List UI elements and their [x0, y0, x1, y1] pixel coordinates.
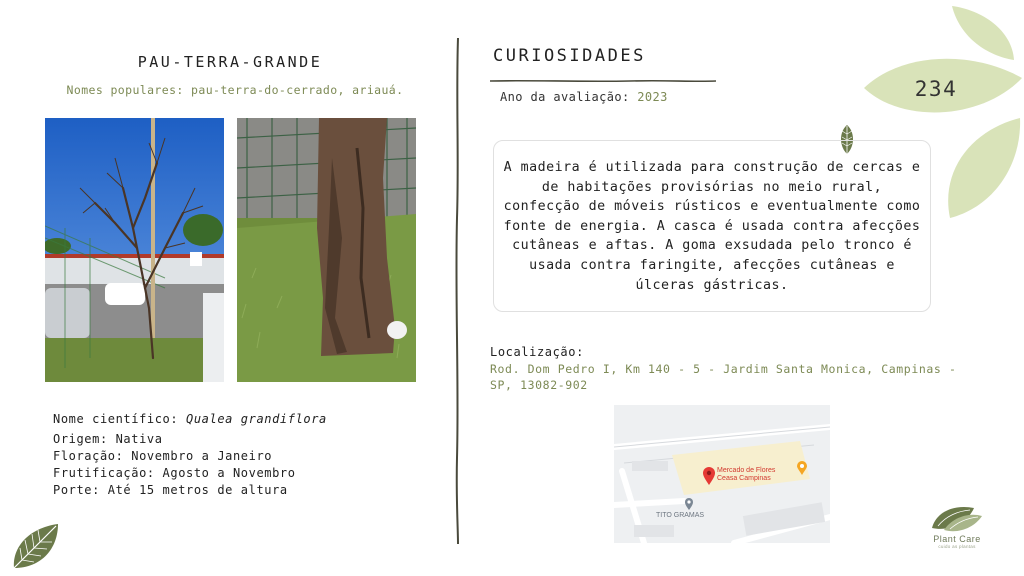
- curiosities-title: CURIOSIDADES: [493, 46, 646, 66]
- fruiting: Frutificação: Agosto a Novembro: [53, 466, 296, 480]
- location-map[interactable]: [614, 405, 830, 543]
- location-address: Rod. Dom Pedro I, Km 140 - 5 - Jardim Santa Monica, Campinas - SP, 13082-902: [490, 362, 957, 392]
- map-pin-icon[interactable]: [702, 466, 716, 490]
- map-secondary-label: TITO GRAMAS: [656, 512, 705, 519]
- flowering: Floração: Novembro a Janeiro: [53, 449, 273, 463]
- curiosities-text: A madeira é utilizada para construção de cercas e de habitações provisórias no meio rural, confecção de móveis rústicos e eventualmente como fonte de energia. A casca é usada contra afecções cutâneas e aftas. A goma exsudada pelo tronco é usada contra faringite, afecções cutâneas e úlceras gástricas.: [503, 160, 921, 293]
- evaluation-year: [500, 90, 668, 104]
- food-marker-icon[interactable]: [796, 460, 808, 480]
- map-place-line2: Ceasa Campinas: [717, 475, 771, 482]
- trunk-photo: [237, 118, 416, 382]
- year-label: Ano da avaliação:: [500, 90, 630, 104]
- species-title: PAU-TERRA-GRANDE: [137, 53, 323, 71]
- scientific-name-row: [53, 412, 327, 426]
- tree-photo: [45, 118, 224, 382]
- year-value: 2023: [637, 90, 668, 104]
- column-divider: [452, 38, 464, 544]
- scientific-name-label: Nome científico:: [53, 412, 179, 426]
- brand-name: Plant Care: [933, 534, 981, 544]
- origin: Origem: Nativa: [53, 432, 163, 446]
- brand-tagline: cuido as plantas: [938, 544, 976, 549]
- page-number: 234: [914, 77, 958, 101]
- title-underline: [490, 69, 716, 88]
- scientific-name-value: Qualea grandiflora: [186, 412, 327, 426]
- popular-names: Nomes populares: pau-terra-do-cerrado, ariauá.: [66, 83, 404, 97]
- location-label: Localização:: [490, 345, 584, 359]
- leaf-icon: [10, 522, 62, 576]
- plant-care-logo-icon: [930, 502, 984, 538]
- tree-size: Porte: Até 15 metros de altura: [53, 483, 288, 497]
- map-place-name: [717, 467, 775, 483]
- map-place-line1: Mercado de Flores: [717, 467, 776, 474]
